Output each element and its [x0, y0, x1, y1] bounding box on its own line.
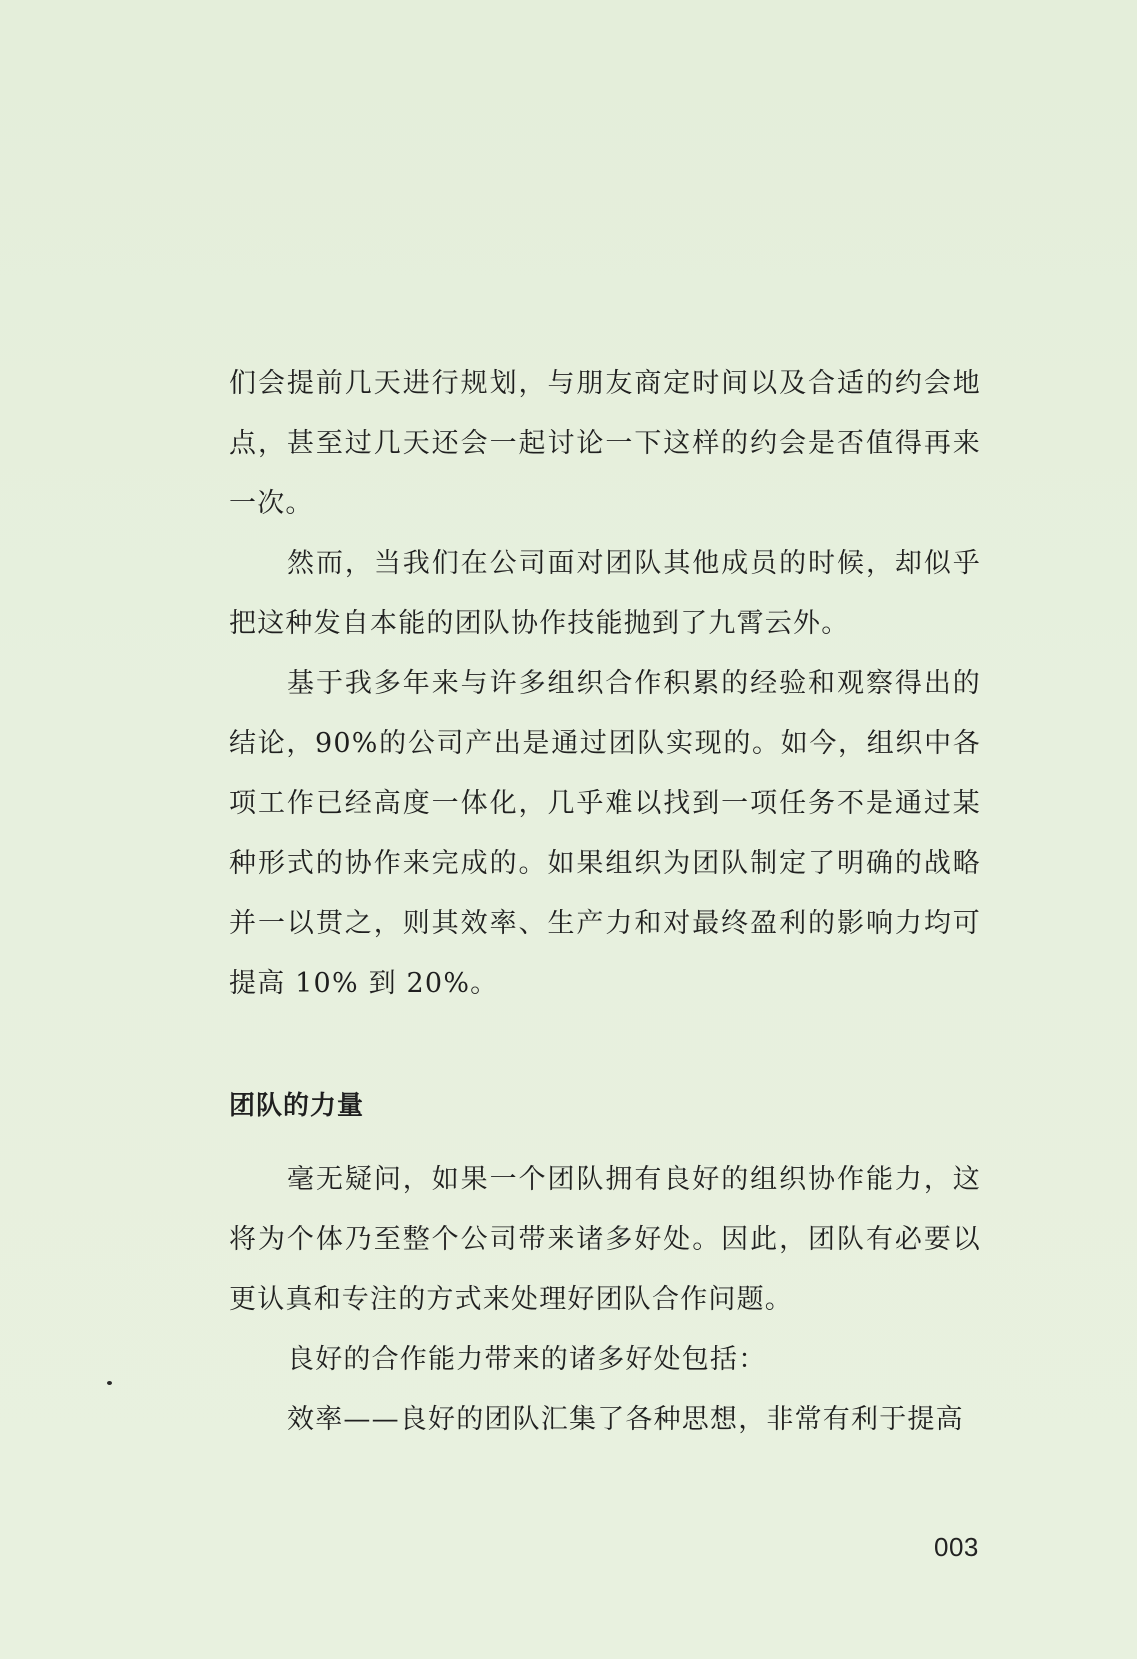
- ink-speck: [107, 1381, 112, 1385]
- paragraph: 然而，当我们在公司面对团队其他成员的时候，却似乎把这种发自本能的团队协作技能抛到了九霄云外。: [229, 548, 981, 639]
- body-text-top: [229, 354, 981, 1014]
- paragraph: 效率——良好的团队汇集了各种思想，非常有利于提高: [287, 1404, 964, 1435]
- paragraph: 毫无疑问，如果一个团队拥有良好的组织协作能力，这将为个体乃至整个公司带来诸多好处。因此，团队有必要以更认真和专注的方式来处理好团队合作问题。: [229, 1164, 981, 1315]
- body-text-bottom: [229, 1150, 981, 1450]
- paragraph: 良好的合作能力带来的诸多好处包括：: [287, 1344, 767, 1375]
- section-heading: 团队的力量: [229, 1091, 365, 1121]
- paragraph: 基于我多年来与许多组织合作积累的经验和观察得出的结论，90%的公司产出是通过团队实现的。如今，组织中各项工作已经高度一体化，几乎难以找到一项任务不是通过某种形式的协作来完成的。如果组织为团队制定了明确的战略并一以贯之，则其效率、生产力和对最终盈利的影响力均可提高 10% 到 20%。: [229, 668, 981, 999]
- page-number: 003: [934, 1532, 979, 1562]
- paragraph-continuation: 们会提前几天进行规划，与朋友商定时间以及合适的约会地点，甚至过几天还会一起讨论一下这样的约会是否值得再来一次。: [229, 368, 981, 519]
